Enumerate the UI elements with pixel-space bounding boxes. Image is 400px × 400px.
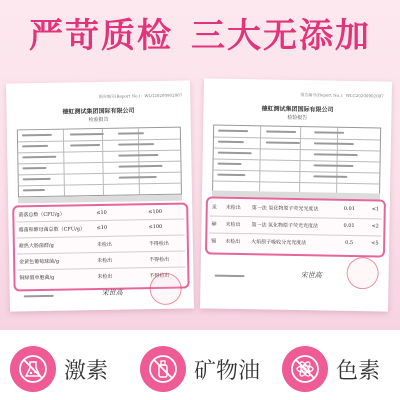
sample-info-table — [212, 125, 381, 196]
left-report-document — [6, 80, 194, 311]
right-report-document — [200, 78, 392, 311]
official-seal — [149, 273, 182, 306]
result-row: 汞 未检出 第一法 氢化物原子荧光光度法 0.01 <1 — [211, 204, 380, 213]
result-row: 砷 未检出 第一法 氢化物原子荧光光度法 0.01 <2 — [211, 221, 379, 230]
feature-item — [140, 340, 270, 400]
result-row: 菌落总数（CFU/g） ≤10 ≤100 — [18, 208, 163, 219]
headline-quality-check: 严苛质检 — [29, 16, 173, 56]
page-headline — [0, 10, 400, 62]
result-row: 耐热大肠菌群/g 未检出 不得检出 — [18, 240, 169, 250]
result-row: 金黄色葡萄球菌/g 未检出 不得检出 — [19, 256, 170, 266]
sample-info-table — [17, 127, 182, 198]
headline-no-additives: 三大无添加 — [191, 16, 371, 56]
mineral-oil-bottle-icon — [140, 346, 186, 392]
signature: 宋世高 — [300, 271, 322, 280]
report-title: 检验报告 — [88, 116, 109, 124]
feature-label: 色素 — [336, 359, 381, 384]
report-number: 报告编号(Report No.)：WLG20200902007 — [98, 92, 183, 100]
hormone-flask-icon — [10, 346, 56, 392]
report-organization: 德虹测试集团国际有限公司 — [62, 107, 135, 116]
signature: 宋世高 — [101, 288, 123, 297]
feature-label: 激素 — [64, 359, 109, 384]
heavy-metal-results-highlight — [205, 196, 386, 257]
report-organization: 德虹测试集团国际有限公司 — [261, 105, 334, 114]
feature-item — [282, 340, 400, 400]
result-row: 镉 未检出 火焰原子吸收分光光度法 0.5 <5 — [211, 238, 379, 247]
report-number: 报告编号(Report No.)：WLG20200902007 — [300, 92, 384, 99]
feature-label: 矿物油 — [194, 359, 261, 384]
result-row: 霉菌和酵母菌总数（CFU/g） ≤10 ≤100 — [18, 223, 163, 234]
result-row: 铜绿假单胞菌/g 未检出 不得检出 — [19, 272, 170, 282]
official-seal — [346, 257, 379, 290]
report-title: 检验报告 — [287, 114, 308, 122]
no-additive-features — [0, 340, 400, 400]
pigment-atom-icon — [282, 346, 328, 392]
feature-item — [10, 340, 140, 400]
